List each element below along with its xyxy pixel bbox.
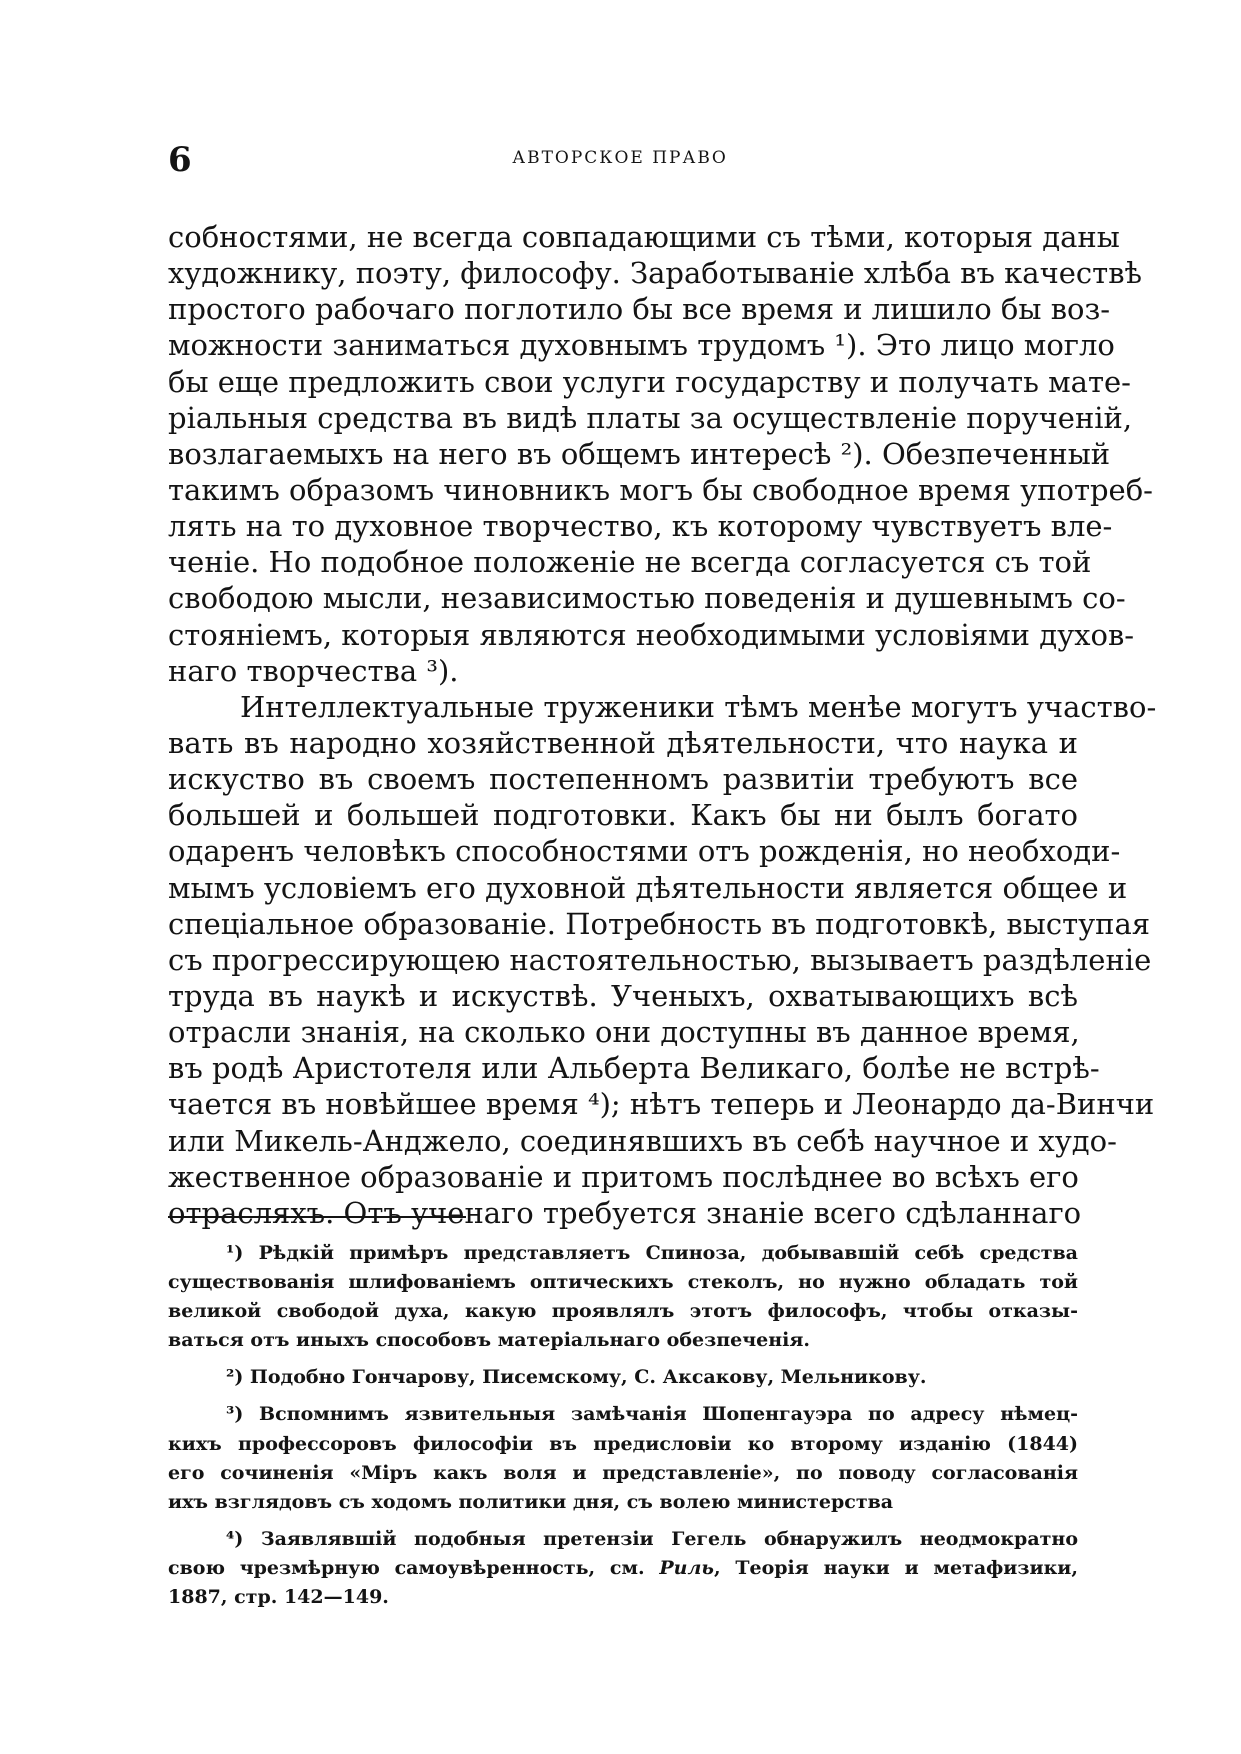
footnote-text: свою чрезмѣрную самоувѣренность, см. — [168, 1556, 660, 1579]
text-line: большей и большей подготовки. Какъ бы ни былъ богато — [168, 798, 1078, 833]
footnote-1 — [168, 1239, 1078, 1355]
text-line: ченіе. Но подобное положеніе не всегда согласуется съ той — [168, 545, 1092, 580]
text-line: жественное образованіе и притомъ послѣднее во всѣхъ его — [168, 1159, 1079, 1194]
text-line: или Микель-Анджело, соединявшихъ въ себѣ научное и худо- — [168, 1123, 1117, 1158]
paragraph-1 — [168, 219, 1153, 689]
text-line: свободою мысли, независимостью поведенія и душевнымъ со- — [168, 581, 1126, 616]
text-line: лять на то духовное творчество, къ которому чувствуетъ вле- — [168, 509, 1113, 544]
cited-author: Риль — [659, 1556, 714, 1579]
text-line: такимъ образомъ чиновникъ могъ бы свободное время употреб- — [168, 472, 1153, 507]
footnote-line: ваться отъ иныхъ способовъ матеріальнаго обезпеченія. — [168, 1329, 810, 1352]
text-line: въ родѣ Аристотеля или Альберта Великаго, болѣе не встрѣ- — [168, 1051, 1100, 1086]
text-line: бы еще предложить свои услуги государству и получать мате- — [168, 364, 1131, 399]
text-line: возлагаемыхъ на него въ общемъ интересѣ ²). Обезпеченный — [168, 436, 1111, 471]
text-line: собностями, не всегда совпадающими съ тѣми, которыя даны — [168, 220, 1120, 254]
footnote-line: ихъ взглядовъ съ ходомъ политики дня, съ волею министерства — [168, 1490, 894, 1513]
footnote-2 — [168, 1363, 1078, 1392]
footnote-4 — [168, 1525, 1078, 1612]
text-line: Интеллектуальные труженики тѣмъ менѣе могутъ участво- — [240, 689, 1157, 724]
text-line: стояніемъ, которыя являются необходимыми условіями духов- — [168, 617, 1135, 652]
footnote-line: ³) Вспомнимъ язвительныя замѣчанія Шопенгауэра по адресу нѣмец- — [226, 1403, 1078, 1426]
text-line: чается въ новѣйшее время ⁴); нѣтъ теперь и Леонардо да-Винчи — [168, 1087, 1155, 1122]
text-line: можности заниматься духовнымъ трудомъ ¹). Это лицо могло — [168, 328, 1115, 363]
text-line: спеціальное образованіе. Потребность въ подготовкѣ, выступая — [168, 906, 1151, 941]
text-line: вать въ народно хозяйственной дѣятельности, что наука и — [168, 725, 1078, 760]
footnote-text: , Теорія науки и метафизики, — [713, 1556, 1078, 1579]
footnote-line: ⁴) Заявлявшій подобныя претензіи Гегель обнаружилъ неодмократно — [226, 1527, 1078, 1550]
page-number: 6 — [168, 140, 192, 180]
text-line: съ прогрессирующею настоятельностью, вызываетъ раздѣленіе — [168, 942, 1152, 977]
footnotes — [168, 1239, 1078, 1620]
text-line: художнику, поэту, философу. Заработываніе хлѣба въ качествѣ — [168, 256, 1143, 291]
text-line: простого рабочаго поглотило бы все время и лишило бы воз- — [168, 292, 1111, 327]
text-line: отрасли знанія, на сколько они доступны въ данное время, — [168, 1015, 1080, 1050]
footnote-line: его сочиненія «Міръ какъ воля и представленіе», по поводу согласованія — [168, 1461, 1078, 1484]
footnote-line: ²) Подобно Гончарову, Писемскому, С. Аксакову, Мельникову. — [226, 1366, 927, 1389]
text-line: искуство въ своемъ постепенномъ развитіи требуютъ все — [168, 762, 1078, 797]
text-line: одаренъ человѣкъ способностями отъ рожденія, но необходи- — [168, 834, 1121, 869]
footnote-line: существованія шлифованіемъ оптическихъ стеколъ, но нужно обладать той — [168, 1271, 1078, 1294]
running-title: АВТОРСКОЕ ПРАВО — [512, 148, 728, 168]
text-line: мымъ условіемъ его духовной дѣятельности является общее и — [168, 870, 1128, 905]
footnote-line — [168, 1554, 1078, 1583]
text-line: труда въ наукѣ и искуствѣ. Ученыхъ, охватывающихъ всѣ — [168, 978, 1078, 1013]
footnote-line: кихъ профессоровъ философіи въ предисловіи ко второму изданію (1844) — [168, 1432, 1078, 1455]
footnote-line: великой свободой духа, какую проявлялъ этотъ философъ, чтобы отказы- — [168, 1300, 1078, 1323]
paragraph-2 — [168, 689, 1157, 1231]
footnote-3 — [168, 1400, 1078, 1516]
footnote-line: 1887, стр. 142—149. — [168, 1586, 389, 1609]
footnote-line: ¹) Рѣдкій примѣръ представляетъ Спиноза, добывавшій себѣ средства — [226, 1242, 1078, 1264]
text-line: отрасляхъ. Отъ ученаго требуется знаніе всего сдѣланнаго — [168, 1195, 1082, 1230]
text-line: наго творчества ³). — [168, 653, 459, 688]
body-text — [168, 219, 1157, 1231]
text-line: ріальныя средства въ видѣ платы за осуществленіе порученій, — [168, 400, 1133, 435]
footnote-rule — [168, 1216, 466, 1218]
